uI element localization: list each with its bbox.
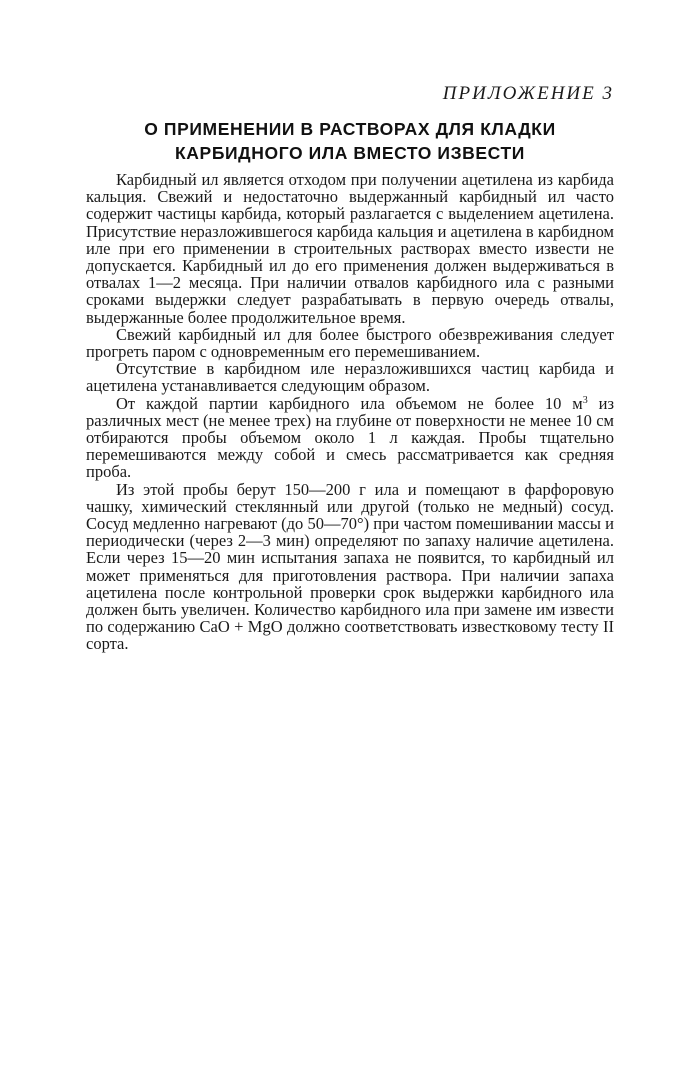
document-title xyxy=(86,117,614,165)
title-line-1: О ПРИМЕНЕНИИ В РАСТВОРАХ ДЛЯ КЛАДКИ xyxy=(144,119,556,139)
paragraph-4-start: От каждой партии карбидного ила объемом не более 10 м xyxy=(116,393,583,413)
body-text xyxy=(86,171,614,653)
paragraph-3: Отсутствие в карбидном иле неразложившихся частиц карбида и ацетилена устанавливается следующим образом. xyxy=(86,359,614,396)
appendix-label: ПРИЛОЖЕНИЕ 3 xyxy=(442,83,614,104)
paragraph-1: Карбидный ил является отходом при получении ацетилена из карбида кальция. Свежий и недостаточно выдержанный карбидный ил часто содержит частицы карбида, который разлагается с выделением ацетилена. Присутствие неразложившегося карбида кальция и ацетилена в карбидном иле при его применении в строительных растворах вместо извести не допускается. Карбидный ил до его применения должен выдерживаться в отвалах 1—2 месяца. При наличии отвалов карбидного ила с разными сроками выдержки следует разрабатывать в первую очередь отвалы, выдержанные более продолжительное время. xyxy=(86,170,614,327)
paragraph-2: Свежий карбидный ил для более быстрого обезвреживания следует прогреть паром с одновременным его перемешиванием. xyxy=(86,324,614,362)
paragraph-4 xyxy=(86,395,614,481)
title-line-2: КАРБИДНОГО ИЛА ВМЕСТО ИЗВЕСТИ xyxy=(175,143,525,163)
paragraph-5: Из этой пробы берут 150—200 г ила и помещают в фарфоровую чашку, химический стеклянный или другой (только не медный) сосуд. Сосуд медленно нагревают (до 50—70°) при частом помешивании массы и периодически (через 2—3 мин) определяют по запаху наличие ацетилена. Если через 15—20 мин испытания запаха не появится, то карбидный ил может применяться для приготовления раствора. При наличии запаха ацетилена после контрольной проверки срок выдержки карбидного ила должен быть увеличен. Количество карбидного ила при замене им извести по содержанию CaO + MgO должно соответствовать известковому тесту II сорта. xyxy=(86,479,614,654)
paragraph-4-rest: из различных мест (не менее трех) на глубине от поверхности не менее 10 см отбираются пробы объемом около 1 л каждая. Пробы тщательно перемешиваются между собой и смесь рассматривается как средняя проба. xyxy=(86,393,614,482)
cubic-superscript: 3 xyxy=(582,394,588,406)
